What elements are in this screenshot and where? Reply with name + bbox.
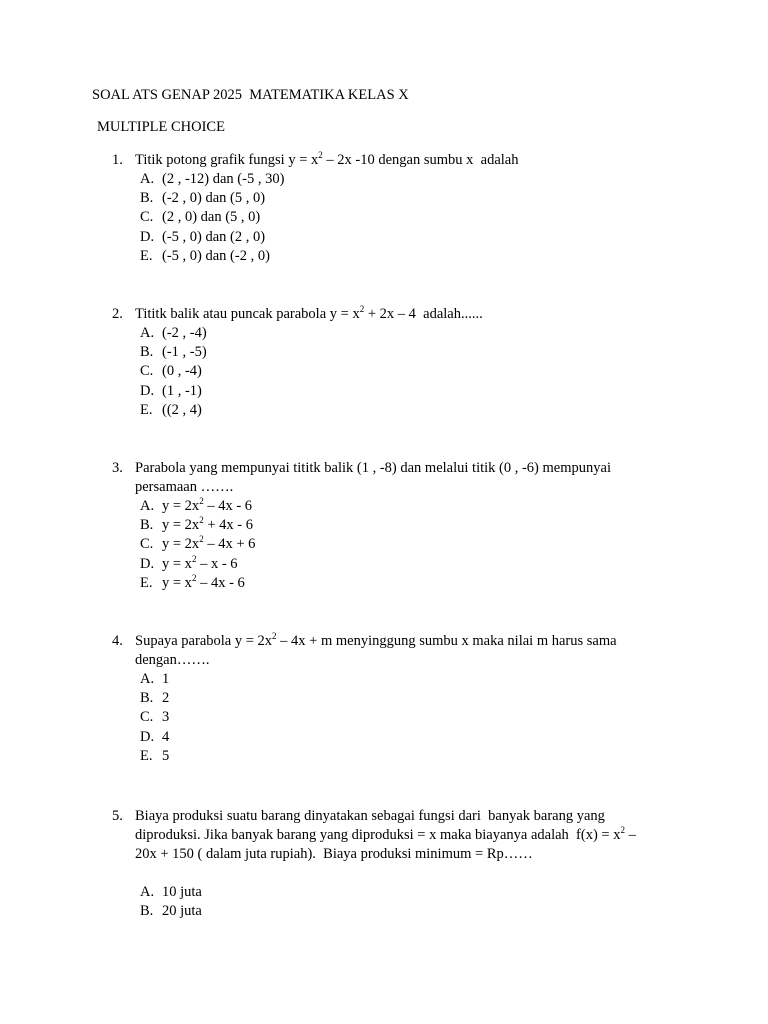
- question-number: 1.: [112, 152, 123, 168]
- superscript-exponent: 2: [318, 150, 323, 160]
- text-run: 10 juta: [162, 884, 202, 900]
- option-text: [162, 401, 202, 420]
- text-run: (2 , 0) dan (5 , 0): [162, 209, 261, 226]
- question-text-line: [112, 632, 672, 651]
- text-run: + 4x - 6: [203, 517, 253, 534]
- option-letter: E.: [140, 747, 153, 764]
- answer-options: [140, 883, 672, 921]
- question-number: 3.: [112, 460, 123, 476]
- question-number: 5.: [112, 808, 123, 824]
- question-text: [135, 305, 672, 324]
- text-run: (-5 , 0) dan (2 , 0): [162, 228, 266, 245]
- question-number: [112, 845, 135, 864]
- text-run: – 4x - 6: [203, 498, 253, 514]
- option-letter: C.: [140, 709, 154, 726]
- question-number: [112, 826, 135, 845]
- text-run: 2: [162, 690, 170, 707]
- document-title: SOAL ATS GENAP 2025 MATEMATIKA KELAS X: [92, 87, 409, 103]
- option-text: [162, 497, 252, 516]
- answer-options: [140, 497, 672, 593]
- option-text: [162, 689, 169, 708]
- answer-options: [140, 170, 672, 266]
- option-letter: B.: [140, 190, 154, 207]
- option-letter: A.: [140, 498, 155, 514]
- option-text: [162, 208, 260, 227]
- text-run: Tititk balik atau puncak parabola y = x: [135, 306, 360, 322]
- text-run: – 2x -10 dengan sumbu x adalah: [322, 152, 519, 168]
- text-run: (-1 , -5): [162, 344, 207, 361]
- superscript-exponent: 2: [272, 631, 277, 641]
- option-letter: C.: [140, 536, 154, 553]
- answer-option: [140, 902, 672, 921]
- text-run: (1 , -1): [162, 382, 202, 399]
- answer-option: [140, 401, 672, 420]
- question-text: [135, 845, 672, 864]
- text-run: – 4x + 6: [203, 536, 256, 553]
- question-text-line: [112, 807, 672, 826]
- option-letter: C.: [140, 363, 154, 380]
- answer-option: [140, 170, 672, 189]
- superscript-exponent: 2: [191, 572, 197, 583]
- option-text: [162, 555, 238, 574]
- option-text: [162, 535, 255, 554]
- question-text-line: [112, 845, 672, 864]
- question-text: [135, 459, 672, 478]
- text-run: – x - 6: [196, 555, 238, 572]
- option-text: [162, 228, 265, 247]
- option-letter: E.: [140, 574, 153, 591]
- text-run: Parabola yang mempunyai tititk balik (1 , -8) dan melalui titik (0 , -6) mempunyai: [135, 460, 611, 476]
- answer-option: [140, 497, 672, 516]
- question-text-line: [112, 826, 672, 845]
- answer-option: [140, 208, 672, 227]
- option-text: [162, 728, 169, 747]
- text-run: (2 , -12) dan (-5 , 30): [162, 171, 285, 187]
- superscript-exponent: 2: [199, 515, 204, 526]
- text-run: – 4x - 6: [196, 574, 245, 591]
- option-text: [162, 902, 202, 921]
- text-run: (-2 , 0) dan (5 , 0): [162, 190, 266, 207]
- option-letter: A.: [140, 325, 155, 341]
- answer-option: [140, 555, 672, 574]
- question-text: [135, 651, 672, 670]
- answer-option: [140, 747, 672, 766]
- answer-options: [140, 670, 672, 766]
- text-run: (0 , -4): [162, 363, 202, 380]
- answer-option: [140, 516, 672, 535]
- answer-option: [140, 189, 672, 208]
- question-1: [112, 151, 672, 266]
- text-run: –: [624, 827, 636, 843]
- text-run: 1: [162, 671, 170, 687]
- text-run: ((2 , 4): [162, 401, 202, 418]
- question-number: [112, 651, 135, 670]
- text-run: y = x: [162, 555, 192, 572]
- question-number: 2.: [112, 306, 123, 322]
- option-text: [162, 747, 169, 766]
- option-text: [162, 247, 270, 266]
- text-run: y = 2x: [162, 536, 200, 553]
- superscript-exponent: 2: [199, 534, 204, 545]
- question-text: [135, 826, 672, 845]
- superscript-exponent: 2: [620, 825, 625, 835]
- option-letter: E.: [140, 401, 153, 418]
- question-text: [135, 807, 672, 826]
- text-run: 4: [162, 728, 170, 745]
- option-text: [162, 883, 202, 902]
- option-text: [162, 516, 253, 535]
- option-letter: D.: [140, 555, 155, 572]
- option-text: [162, 382, 202, 401]
- text-run: y = 2x: [162, 517, 200, 534]
- question-3: [112, 459, 672, 593]
- option-letter: B.: [140, 690, 154, 707]
- option-text: [162, 324, 207, 343]
- answer-option: [140, 883, 672, 902]
- option-text: [162, 343, 207, 362]
- question-text: [135, 151, 672, 170]
- answer-option: [140, 247, 672, 266]
- text-run: 5: [162, 747, 170, 764]
- text-run: y = 2x: [162, 498, 200, 514]
- text-run: 20x + 150 ( dalam juta rupiah). Biaya produksi minimum = Rp……: [135, 846, 533, 862]
- option-letter: A.: [140, 671, 155, 687]
- superscript-exponent: 2: [199, 496, 204, 506]
- option-letter: D.: [140, 382, 155, 399]
- option-letter: A.: [140, 171, 155, 187]
- text-run: Biaya produksi suatu barang dinyatakan sebagai fungsi dari banyak barang yang: [135, 808, 605, 824]
- text-run: diproduksi. Jika banyak barang yang diproduksi = x maka biayanya adalah f(x) = x: [135, 827, 621, 843]
- question-number: 4.: [112, 633, 123, 649]
- question-text-line: [112, 305, 672, 324]
- question-text: [135, 478, 672, 497]
- question-4: [112, 632, 672, 766]
- question-text-line: [112, 459, 672, 478]
- answer-option: [140, 535, 672, 554]
- answer-option: [140, 362, 672, 381]
- text-run: Supaya parabola y = 2x: [135, 633, 273, 649]
- text-run: dengan…….: [135, 652, 210, 668]
- option-letter: C.: [140, 209, 154, 226]
- text-run: y = x: [162, 574, 192, 591]
- answer-option: [140, 324, 672, 343]
- text-run: 3: [162, 709, 170, 726]
- text-run: + 2x – 4 adalah......: [364, 306, 483, 322]
- option-text: [162, 362, 202, 381]
- option-letter: B.: [140, 903, 154, 920]
- option-text: [162, 708, 169, 727]
- superscript-exponent: 2: [191, 553, 197, 564]
- answer-option: [140, 228, 672, 247]
- text-run: (-2 , -4): [162, 325, 207, 341]
- answer-option: [140, 343, 672, 362]
- option-letter: D.: [140, 728, 155, 745]
- option-text: [162, 574, 245, 593]
- answer-option: [140, 728, 672, 747]
- text-run: 20 juta: [162, 903, 202, 920]
- answer-options: [140, 324, 672, 420]
- option-text: [162, 189, 265, 208]
- answer-option: [140, 670, 672, 689]
- option-letter: B.: [140, 344, 154, 361]
- question-5: [112, 807, 672, 921]
- spacer: [112, 864, 672, 883]
- question-text-line: [112, 151, 672, 170]
- question-number: [112, 478, 135, 497]
- superscript-exponent: 2: [359, 304, 365, 314]
- question-text-line: [112, 651, 672, 670]
- answer-option: [140, 708, 672, 727]
- option-letter: A.: [140, 884, 155, 900]
- question-text-line: [112, 478, 672, 497]
- option-text: [162, 170, 284, 189]
- question-text: [135, 632, 672, 651]
- answer-option: [140, 574, 672, 593]
- text-run: persamaan …….: [135, 479, 234, 495]
- section-heading: MULTIPLE CHOICE: [97, 119, 225, 135]
- text-run: (-5 , 0) dan (-2 , 0): [162, 247, 270, 264]
- option-text: [162, 670, 169, 689]
- option-letter: E.: [140, 247, 153, 264]
- option-letter: D.: [140, 228, 155, 245]
- answer-option: [140, 689, 672, 708]
- answer-option: [140, 382, 672, 401]
- text-run: – 4x + m menyinggung sumbu x maka nilai m harus sama: [276, 633, 617, 649]
- question-2: [112, 305, 672, 420]
- text-run: Titik potong grafik fungsi y = x: [135, 152, 319, 168]
- option-letter: B.: [140, 517, 154, 534]
